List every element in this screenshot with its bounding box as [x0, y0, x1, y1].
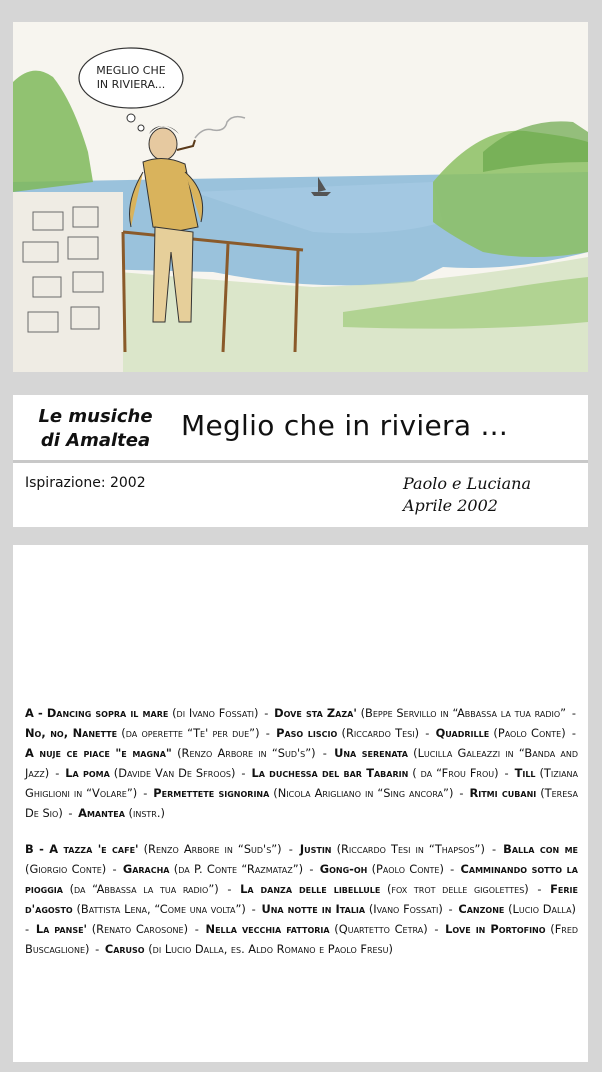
stone-wall [13, 192, 123, 372]
track-title: A tazza 'e cafe' [49, 842, 139, 856]
track-title: La duchessa del bar Tabarin [251, 766, 409, 780]
track-credit: (Tiziana Ghiglioni in “Volare”) [25, 766, 579, 800]
track-title: Camminando sotto la pioggia [25, 862, 578, 896]
track-title: Amantea [78, 806, 125, 820]
track-title: Dove sta Zaza' [274, 706, 357, 720]
track-separator: - [500, 766, 513, 780]
track-credit: (fox trot delle gigolettes) [380, 882, 529, 896]
track-credit: (Giorgio Conte) [25, 862, 107, 876]
authors-date: Aprile 2002 [403, 496, 498, 515]
track-separator: - [429, 922, 444, 936]
track-item [300, 842, 485, 856]
track-title: Gong-oh [319, 862, 368, 876]
track-credit: (Teresa De Sio) [25, 786, 578, 820]
track-title: Love in Portofino [445, 922, 546, 936]
track-separator: - [317, 746, 333, 760]
track-item [240, 882, 529, 896]
divider [13, 460, 588, 463]
track-credit: ( da “Frou Frou) [408, 766, 499, 780]
track-title: Quadrille [435, 726, 490, 740]
album-title: Meglio che in riviera ... [181, 409, 509, 442]
track-credit: (Fred Buscaglione) [25, 922, 579, 956]
track-separator: - [486, 842, 502, 856]
track-title: La danza delle libellule [240, 882, 381, 896]
side-label: A - [25, 706, 47, 720]
track-item [206, 922, 428, 936]
track-separator: - [421, 726, 434, 740]
track-item [25, 746, 316, 760]
track-credit: (Beppe Servillo in “Abbassa la tua radio” [356, 706, 567, 720]
track-item [36, 922, 188, 936]
track-item [261, 902, 442, 916]
track-credit: (Battista Lena, “Come una volta”) [72, 902, 246, 916]
track-item [153, 786, 453, 800]
track-separator: - [247, 902, 260, 916]
track-credit: (Paolo Conte) [489, 726, 566, 740]
track-credit: (instr.) [124, 806, 165, 820]
track-title: Nella vecchia fattoria [205, 922, 330, 936]
track-separator: - [25, 922, 34, 936]
track-separator: - [568, 706, 576, 720]
track-item [49, 842, 281, 856]
authors-signature [403, 473, 531, 517]
track-separator: - [283, 842, 298, 856]
watercolor-sketch [13, 22, 588, 372]
inspiration-year: Ispirazione: 2002 [25, 475, 146, 491]
track-separator: - [260, 706, 273, 720]
track-credit: (Nicola Arigliano in “Sing ancora”) [269, 786, 454, 800]
track-separator: - [51, 766, 64, 780]
side-a-tracklist [13, 703, 588, 823]
track-item [320, 862, 444, 876]
track-credit: (di Lucio Dalla, es. Aldo Romano e Paolo Fresu) [144, 942, 393, 956]
track-separator: - [445, 862, 459, 876]
brand-line-2: di Amaltea [40, 430, 151, 451]
track-item [123, 862, 303, 876]
track-title: Balla con me [503, 842, 579, 856]
track-credit: (Riccardo Tesi) [337, 726, 420, 740]
track-item [274, 706, 566, 720]
track-credit: (Lucilla Galeazzi in “Banda and Jazz) [25, 746, 579, 780]
track-item [276, 726, 419, 740]
track-credit: (Paolo Conte) [367, 862, 444, 876]
side-b-tracklist [13, 839, 588, 959]
track-credit: (Davide Van De Sfroos) [109, 766, 236, 780]
tracklist-panel [13, 545, 588, 1062]
track-item [25, 726, 260, 740]
track-separator: - [108, 862, 121, 876]
track-credit: (di Ivano Fossati) [168, 706, 259, 720]
side-label: B - [25, 842, 50, 856]
track-credit: (Quartetto Cetra) [329, 922, 428, 936]
authors-names: Paolo e Luciana [403, 474, 531, 493]
bubble-line-2: IN RIVIERA... [96, 78, 166, 91]
track-title: Caruso [104, 942, 145, 956]
track-separator: - [64, 806, 77, 820]
track-title: Ritmi cubani [469, 786, 537, 800]
track-item [251, 766, 498, 780]
track-item [105, 942, 393, 956]
track-credit: (Renato Carosone) [87, 922, 189, 936]
track-title: Dancing sopra il mare [46, 706, 169, 720]
track-credit: (da P. Conte “Razmataz”) [169, 862, 304, 876]
track-separator: - [190, 922, 204, 936]
track-separator: - [91, 942, 103, 956]
track-title: A nuje ce piace "e magna" [25, 746, 172, 760]
track-item [47, 706, 259, 720]
track-item [458, 902, 576, 916]
title-panel [13, 395, 588, 527]
track-credit: (Riccardo Tesi in “Thapsos”) [331, 842, 485, 856]
track-credit: (Lucio Dalla) [504, 902, 576, 916]
track-title: Paso liscio [276, 726, 338, 740]
track-item [65, 766, 235, 780]
track-separator: - [237, 766, 250, 780]
track-separator: - [139, 786, 152, 800]
bubble-line-1: MEGLIO CHE [96, 64, 166, 77]
track-title: Ferie d'agosto [25, 882, 578, 916]
track-title: Una notte in Italia [261, 902, 366, 916]
track-separator: - [530, 882, 549, 896]
track-separator: - [305, 862, 318, 876]
track-item [436, 726, 566, 740]
track-item [78, 806, 165, 820]
track-separator: - [261, 726, 275, 740]
track-credit: (da operette “Te' per due”) [117, 726, 260, 740]
track-credit: (Renzo Arbore in “Sud's”) [138, 842, 282, 856]
track-title: Una serenata [334, 746, 408, 760]
brand-label [33, 405, 158, 453]
track-separator: - [455, 786, 468, 800]
track-separator: - [220, 882, 239, 896]
track-title: La panse' [35, 922, 88, 936]
track-title: Permettete signorina [153, 786, 270, 800]
track-title: Canzone [458, 902, 505, 916]
track-credit: (da “Abbassa la tua radio”) [62, 882, 219, 896]
track-separator: - [567, 726, 576, 740]
brand-line-1: Le musiche [38, 406, 153, 427]
track-title: Justin [299, 842, 332, 856]
track-title: Garacha [122, 862, 170, 876]
track-title: No, no, Nanette [25, 726, 118, 740]
track-title: La poma [65, 766, 110, 780]
cover-illustration [13, 22, 588, 372]
track-title: Till [514, 766, 536, 780]
track-separator: - [444, 902, 457, 916]
track-credit: (Renzo Arbore in “Sud's”) [171, 746, 316, 760]
track-credit: (Ivano Fossati) [365, 902, 443, 916]
